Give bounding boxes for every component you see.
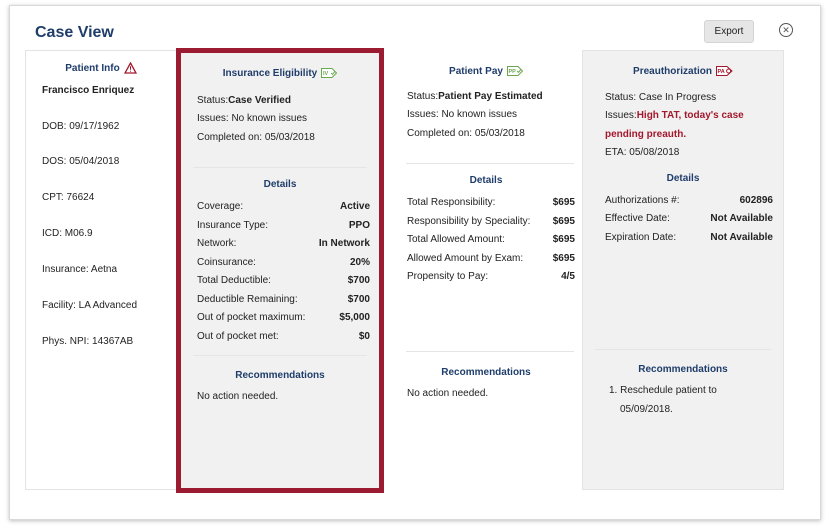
preauth-tag-text: PA [717,69,725,76]
detail-row: Total Responsibility: $695 [407,197,575,209]
preauth-status: Status: Case In Progress [605,91,717,103]
patient-pay-tag-text: PP [508,69,516,76]
detail-row: Propensity to Pay: 4/5 [407,271,575,283]
detail-row: Out of pocket maximum: $5,000 [197,312,370,324]
preauthorization-header [583,63,783,79]
divider [406,351,574,352]
preauth-issues: Issues: High TAT, today's case [605,110,744,122]
patient-pay-header [386,63,586,79]
pay-status-value: Patient Pay Estimated [438,90,543,102]
insurance-eligibility-title: Insurance Eligibility [222,67,318,79]
preauth-details-header: Details [666,172,700,184]
patient-name: Francisco Enriquez [42,85,135,96]
detail-row: Expiration Date: Not Available [605,231,773,243]
patient-insurance: Insurance: Aetna [42,264,118,275]
patient-info-panel [25,50,177,490]
eligibility-recommendations-header: Recommendations [235,370,325,381]
patient-npi: Phys. NPI: 14367AB [42,336,134,347]
preauth-recommendation: 1. Reschedule patient to [609,385,717,397]
detail-row: Allowed Amount by Exam: $695 [407,252,575,264]
eligibility-details-list [181,198,379,346]
patient-pay-tag-icon [507,66,523,76]
patient-pay-title: Patient Pay [449,65,503,77]
export-button[interactable]: Export [704,20,754,43]
pay-recommendations-header: Recommendations [441,366,531,378]
eligibility-completed: Completed on: 05/03/2018 [197,131,315,143]
patient-icd: ICD: M06.9 [42,228,93,239]
patient-facility: Facility: LA Advanced [42,300,138,311]
patient-info-header [26,60,176,76]
pay-recommendation: No action needed. [407,387,489,399]
insurance-eligibility-header [181,65,379,81]
preauth-issues-value: High TAT, today's case [636,110,744,122]
eligibility-status-value: Case Verified [228,94,291,106]
eligibility-issues: Issues: No known issues [197,113,308,125]
preauthorization-title: Preauthorization [633,65,712,77]
verified-tag-text: IV [323,71,329,78]
warning-triangle-icon [124,62,137,74]
detail-row: Coverage: Active [197,201,370,213]
detail-row: Effective Date: Not Available [605,213,773,225]
detail-row: Coinsurance: 20% [197,256,370,268]
preauth-recommendation-date: 05/09/2018. [620,403,673,415]
pay-details-header: Details [469,175,503,186]
patient-info-title: Patient Info [65,62,120,74]
pay-status: Status: Patient Pay Estimated [407,90,543,102]
pay-completed: Completed on: 05/03/2018 [407,127,525,139]
detail-row: Network: In Network [197,238,370,250]
insurance-eligibility-panel [176,48,384,493]
preauth-tag-icon [716,66,733,76]
patient-pay-panel [386,50,586,490]
eligibility-details-header: Details [263,179,297,190]
detail-row: Authorizations #: 602896 [605,194,773,206]
eligibility-status: Status: Case Verified [197,94,291,106]
eligibility-recommendation: No action needed. [197,391,279,403]
preauth-eta: ETA: 05/08/2018 [605,147,680,159]
detail-row: Deductible Remaining: $700 [197,293,370,305]
close-icon[interactable]: ✕ [779,23,793,37]
preauth-issues-continued: pending preauth. [605,128,687,140]
preauth-details-list [583,191,783,247]
patient-cpt: CPT: 76624 [42,192,95,203]
pay-issues: Issues: No known issues [407,109,518,121]
detail-row: Total Deductible: $700 [197,275,370,287]
preauth-recommendations-header: Recommendations [638,364,728,375]
detail-row: Responsibility by Speciality: $695 [407,215,575,227]
patient-dos: DOS: 05/04/2018 [42,156,120,167]
detail-row: Insurance Type: PPO [197,219,370,231]
detail-row: Total Allowed Amount: $695 [407,234,575,246]
detail-row: Out of pocket met: $0 [197,330,370,342]
verified-tag-icon [321,68,337,78]
divider [406,163,574,164]
preauthorization-panel [582,50,784,490]
divider [595,349,771,350]
pay-details-list [386,194,586,287]
divider [193,167,367,168]
patient-dob: DOB: 09/17/1962 [42,121,120,132]
divider [193,355,367,356]
page-title: Case View [35,24,114,41]
